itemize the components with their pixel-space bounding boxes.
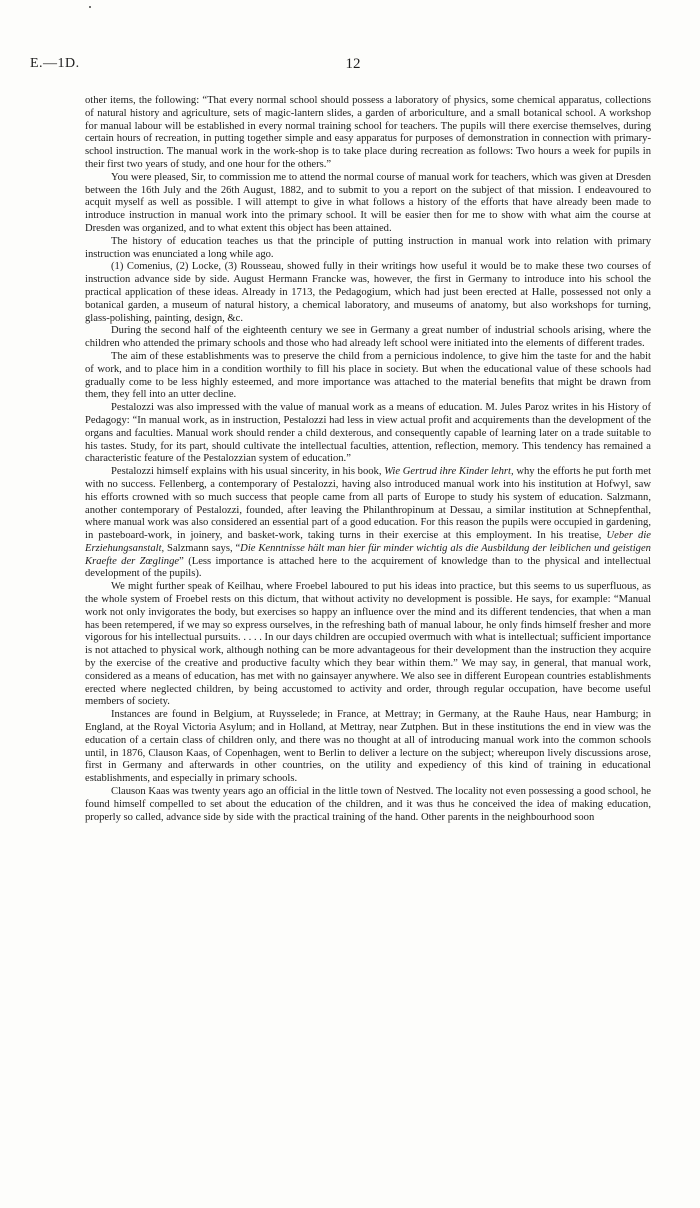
text-segment: (1) Comenius, (2) Locke, (3) Rousseau, showed fully in their writings how useful it would be to make these two courses of instruction advance side by side. August Hermann Francke was, however, the first in Germany to introduce into his school the practical application of these ideas. Already in 1713, the Pedagogium, which had just been erected at Halle, possessed not only a botanical garden, a museum of natural history, a chemical laboratory, and museums of anatomy, but also workshops for turning, glass-polishing, painting, design, &c. xyxy=(85,261,651,324)
italic-segment: Die Kenntnisse hält man hier für minder wichtig als die Ausbildung der leiblichen und geistigen Kraefte der Zœglinge xyxy=(85,542,651,567)
paragraph xyxy=(85,402,651,466)
speck-mark xyxy=(89,6,91,8)
text-segment: other items, the following: “That every normal school should possess a laboratory of physics, some chemical apparatus, collections of natural history and agriculture, sets of magic-lantern slides, a garden of arboriculture, and a small botanical school. A workshop for manual labour will be established in every normal training school for teachers. The pupils will there exercise themselves, during certain hours of recreation, in putting together simple and easy apparatus for purposes of demonstration in connection with primary-school instruction. The manual work in the work-shop is to take place during recreation as follows: Two hours a week for pupils in their first two years of study, and one hour for the others.” xyxy=(85,95,651,170)
paragraph xyxy=(85,325,651,351)
document-reference: E.—1D. xyxy=(30,56,80,71)
paragraph xyxy=(85,172,651,236)
text-segment: Salzmann says, “ xyxy=(164,542,241,554)
paragraph xyxy=(85,95,651,172)
text-segment: why the efforts he put forth met with no success. Fellenberg, a contemporary of Pestalozzi, having also introduced manual work into his institution at Hofwyl, saw his efforts crowned with so much success that people came from all parts of Europe to study his system of education. Salzmann, another contemporary of Pestalozzi, founded, after leaving the Philanthropinum at Dessau, a similar institution at Schnepfenthal, where manual work was also considered an essential part of a good education. For this reason the pupils were occupied in gardening, in pasteboard-work, in joinery, and basket-work, taking turns in their exercise at this employment. In his treatise, xyxy=(85,466,652,542)
paragraph xyxy=(85,351,651,402)
paragraph xyxy=(85,236,651,262)
paragraph xyxy=(85,261,651,325)
text-segment: You were pleased, Sir, to commission me to attend the normal course of manual work for teachers, which was given at Dresden between the 16th July and the 26th August, 1882, and to submit to you a report on the subject of that mission. I endeavoured to acquit myself as well as possible. I will attempt to give in what follows a history of the efforts that have already been made to introduce instruction in manual work into the primary school. It will be easier then for me to show with what aim the course at Dresden was organized, and to what extent this object has been attained. xyxy=(85,171,651,234)
paragraph xyxy=(85,786,651,824)
text-segment: Clauson Kaas was twenty years ago an official in the little town of Nestved. The locality not even possessing a good school, he found himself compelled to set about the education of the children, and it was thus he conceived the idea of making education, properly so called, advance side by side with the practical training of the hand. Other parents in the neighbourhood soon xyxy=(85,786,651,823)
italic-segment: Ueber die Erziehungsanstalt, xyxy=(85,530,651,554)
text-segment: During the second half of the eighteenth century we see in Germany a great number of industrial schools arising, where the children who attended the primary schools and those who had already left school were initiated into the elements of different trades. xyxy=(85,325,651,350)
text-segment: The aim of these establishments was to preserve the child from a pernicious indolence, to give him the taste for and the habit of work, and to place him in a condition worthily to fill his place in society. But when the educational value of these schools had gradually come to be less highly esteemed, and more importance was attached to the material benefits that might be drawn from them, they fell into an utter decline. xyxy=(85,350,651,401)
page-number: 12 xyxy=(345,56,361,72)
text-segment: Instances are found in Belgium, at Ruysselede; in France, at Mettray; in Germany, at the Rauhe Haus, near Hamburg; in England, at the Royal Victoria Asylum; and in Holland, at Mettray, near Zutphen. But in these institutions the end in view was the education of a certain class of children only, and there was no thought at all of introducing manual work into the common schools until, in 1876, Clauson Kaas, of Copenhagen, went to Berlin to deliver a lecture on the subject; whereupon lively discussions arose, first in Germany and afterwards in other countries, on the utility and expediency of this kind of training in educational establishments, and especially in primary schools. xyxy=(85,709,651,785)
text-segment: ” (Less importance is attached here to the acquirement of knowledge than to the physical and intellectual development of the pupils). xyxy=(85,555,651,580)
text-segment: The history of education teaches us that the principle of putting instruction in manual work into relation with primary instruction was enunciated a long while ago. xyxy=(85,235,651,260)
body-text xyxy=(85,95,651,824)
text-segment: We might further speak of Keilhau, where Froebel laboured to put his ideas into practice, but this seems to us superfluous, as the whole system of Froebel rests on this dictum, that without activity no development is possible. He says, for example: “Manual work not only invigorates the body, but exercises so happy an influence over the mind and its different tendencies, that when a man has been retempered, if we may so express ourselves, in the refreshing bath of manual labour, he only finds himself fresher and more vigorous for his intellectual pursuits. . . . . In our days children are occupied overmuch with what is intellectual; sufficient importance is not attached to physical work, although nothing can be more advantageous for their development than the instruction they acquire by the exercise of the creative and productive faculty which they bear within them.” We may say, in general, that manual work, considered as a means of education, has met with no gainsayer anywhere. We also see in different European countries establishments erected where neglected children, by being accustomed to activity and order, through regular occupation, have become useful members of society. xyxy=(85,581,651,708)
page-header xyxy=(30,56,676,78)
paragraph xyxy=(85,466,651,581)
text-segment: Pestalozzi was also impressed with the value of manual work as a means of education. M. Jules Paroz writes in his History of Pedagogy: “In manual work, as in instruction, Pestalozzi had less in view actual profit and acquirements than the development of the organs and faculties. Manual work should render a child dexterous, and consequently capable of learning later on a trade suitable to his tastes. Study, for its part, should cultivate the intellectual faculties, attention, reflection, memory. This tendency has remained a characteristic feature of the Pestalozzian system of education.” xyxy=(85,402,651,465)
italic-segment: Wie Gertrud ihre Kinder lehrt, xyxy=(384,466,514,478)
text-segment: Pestalozzi himself explains with his usual sincerity, in his book, xyxy=(111,466,385,478)
paragraph xyxy=(85,581,651,709)
paragraph xyxy=(85,709,651,786)
